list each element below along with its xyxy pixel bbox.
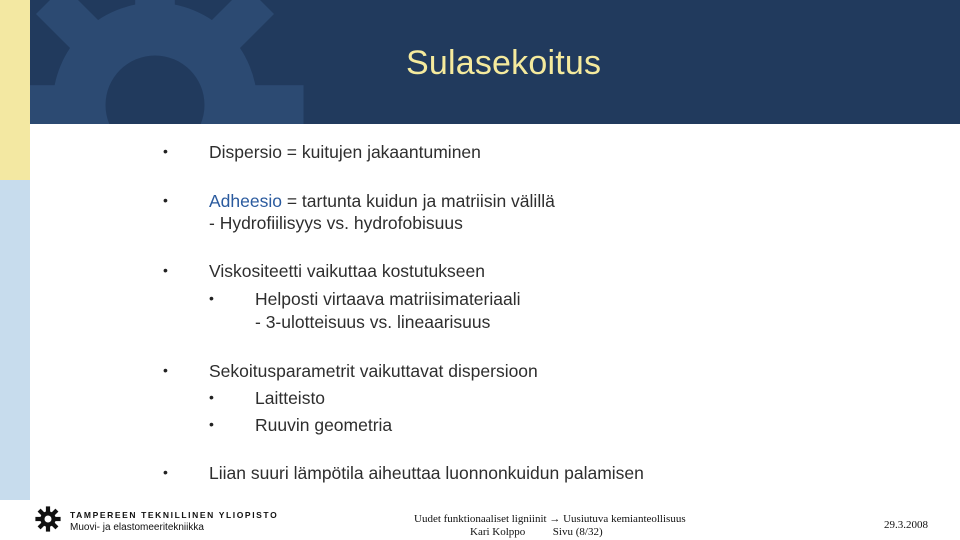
footer-course [414, 513, 686, 525]
gear-watermark-icon [0, 0, 320, 124]
author-name: Kari Kolppo [470, 526, 526, 538]
bullet-icon: • [163, 143, 168, 159]
bullet-icon: • [163, 262, 168, 278]
slide-header [0, 0, 960, 124]
accent-bar-blue [0, 180, 30, 500]
sub-laitteisto: Laitteisto [255, 388, 326, 408]
bullet-icon: • [163, 192, 168, 208]
course-name: Uudet funktionaaliset ligniinit [414, 513, 547, 525]
adheesio-definition: = tartunta kuidun ja matriisin välillä [281, 191, 555, 211]
bullet-icon: • [209, 416, 214, 432]
bullet-lampotila: Liian suuri lämpötila aiheuttaa luonnonkuidun palamisen [209, 463, 644, 483]
arrow-right-icon: → [549, 513, 561, 525]
bullet-icon: • [209, 290, 214, 306]
department-name: Muovi- ja elastomeeritekniikka [70, 522, 204, 533]
course-target: Uusiutuva kemianteollisuus [563, 513, 686, 525]
tut-logo-icon [34, 505, 62, 533]
footer-author-page [470, 526, 603, 538]
sub-helposti: Helposti virtaava matriisimateriaali [255, 289, 521, 309]
bullet-icon: • [163, 464, 168, 480]
sub-hydrofiilisyys: - Hydrofiilisyys vs. hydrofobisuus [209, 213, 463, 233]
bullet-icon: • [163, 362, 168, 378]
accent-bar-yellow [0, 0, 30, 180]
bullet-dispersio: Dispersio = kuitujen jakaantuminen [209, 142, 481, 162]
bullet-adheesio [209, 191, 555, 212]
footer-date: 29.3.2008 [884, 519, 928, 531]
bullet-icon: • [209, 389, 214, 405]
university-name: TAMPEREEN TEKNILLINEN YLIOPISTO [70, 510, 279, 520]
sub-3-ulotteisuus: - 3-ulotteisuus vs. lineaarisuus [255, 312, 491, 332]
bullet-viskositeetti: Viskositeetti vaikuttaa kostutukseen [209, 261, 485, 281]
bullet-sekoitusparametrit: Sekoitusparametrit vaikuttavat dispersioon [209, 361, 538, 381]
slide-title: Sulasekoitus [406, 44, 602, 82]
adheesio-term: Adheesio [209, 191, 282, 211]
sub-ruuvin-geometria: Ruuvin geometria [255, 415, 393, 435]
page-number: Sivu (8/32) [552, 526, 603, 538]
